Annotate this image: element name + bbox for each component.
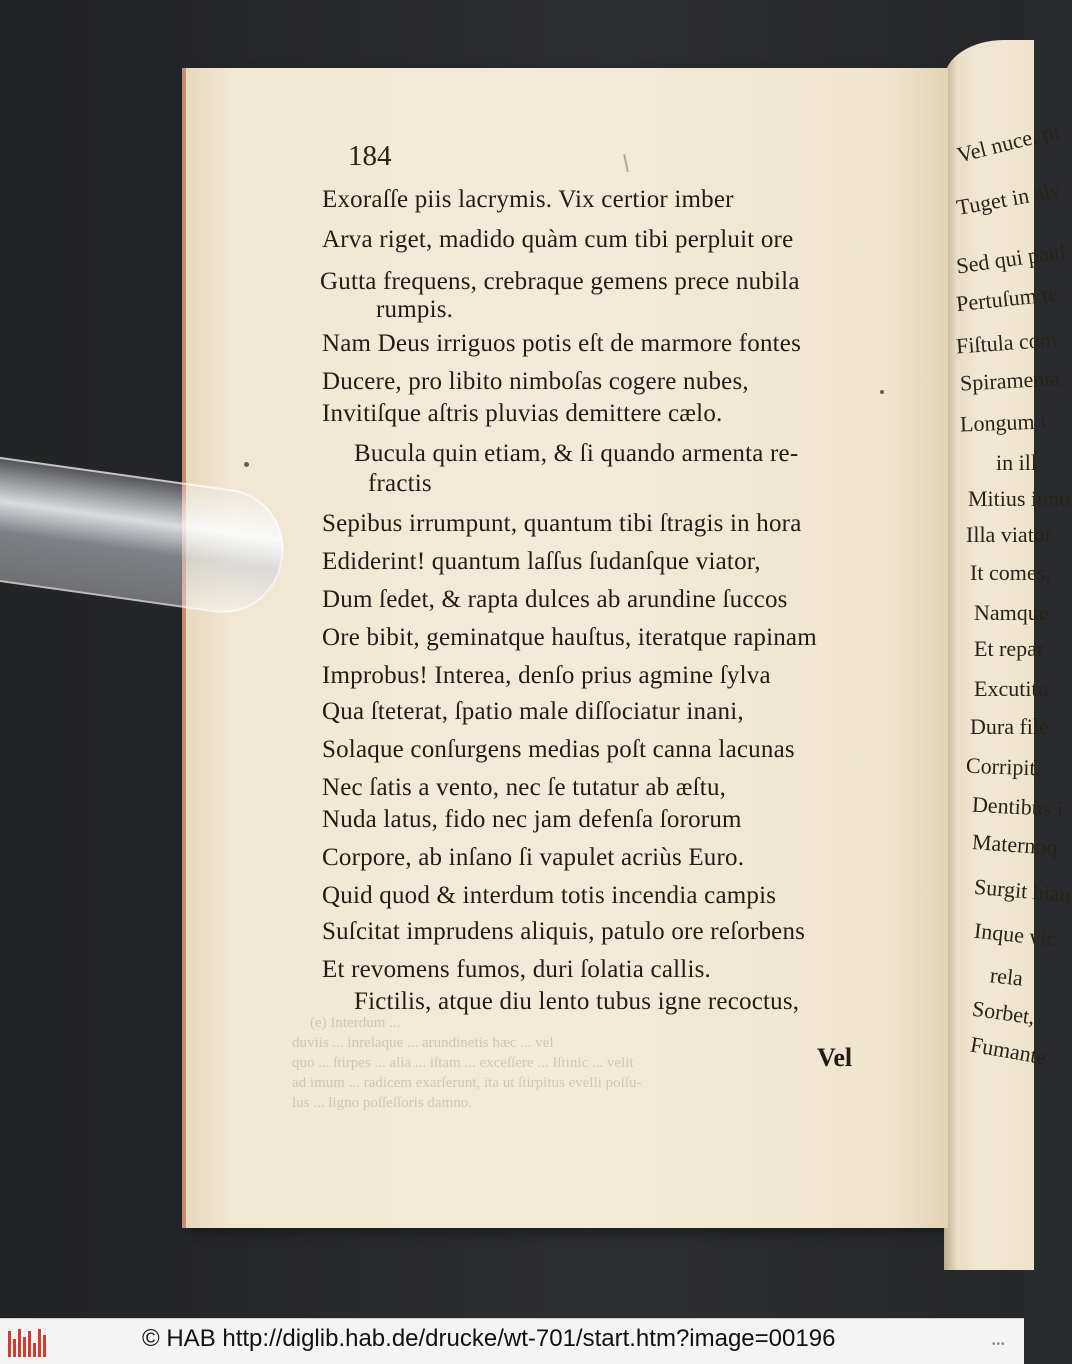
facing-page-line: Surgit hian xyxy=(973,873,1072,908)
verse-line: Quid quod & interdum totis incendia campis xyxy=(322,882,777,909)
verse-line: Nam Deus irriguos potis eſt de marmore fontes xyxy=(322,330,802,357)
facing-page-line: Mitius inno xyxy=(968,486,1071,511)
facing-page-line: Et repar xyxy=(974,636,1045,661)
facing-page-line: Maternoq xyxy=(971,829,1059,860)
facing-page-line: Sed qui paul xyxy=(954,238,1068,279)
facing-page-line: Inque vic xyxy=(972,917,1058,952)
facing-page-line: Vel nuce, pr xyxy=(954,117,1064,168)
footnote-line: duviis ... inrelaque ... arundinetis hæc ... vel xyxy=(292,1035,554,1051)
verse-line: Arva riget, madido quàm cum tibi perpluit ore xyxy=(322,226,794,253)
verse-line: Sepibus irrumpunt, quantum tibi ſtragis in hora xyxy=(322,510,802,537)
verse-line: Improbus! Interea, denſo prius agmine ſylva xyxy=(322,662,771,689)
verse-line: Nuda latus, fido nec jam defenſa ſororum xyxy=(322,806,742,833)
footnote-line: lus ... ligno poſſeſſoris damno. xyxy=(292,1095,472,1111)
hab-logo-icon xyxy=(8,1327,46,1357)
verse-line: Gutta frequens, crebraque gemens prece nubila xyxy=(320,268,800,295)
verse-line: Nec ſatis a vento, nec ſe tutatur ab æſtu, xyxy=(322,774,727,801)
verse-line: Fictilis, atque diu lento tubus igne recoctus, xyxy=(354,988,800,1015)
catchword: Vel xyxy=(817,1043,853,1072)
verse-line: fractis xyxy=(368,470,432,497)
facing-page-line: Illa viator xyxy=(966,522,1053,547)
facing-page-line: Sorbet, xyxy=(970,995,1037,1030)
facing-page xyxy=(944,40,1072,1270)
verse-line: Exoraſſe piis lacrymis. Vix certior imber xyxy=(322,186,734,213)
verse-line: Bucula quin etiam, & ſi quando armenta re- xyxy=(354,440,799,467)
verse-line: Qua ſteterat, ſpatio male diſſociatur inani, xyxy=(322,698,744,725)
facing-page-line: Corripit, xyxy=(965,752,1042,781)
verse-line: Solaque conſurgens medias poſt canna lacunas xyxy=(322,736,795,763)
ink-speck xyxy=(244,462,249,467)
facing-page-line: Tuget in alv xyxy=(954,177,1063,220)
facing-page-line: rela xyxy=(988,962,1025,991)
facing-page-line: Dentibus i xyxy=(971,791,1064,822)
facing-page-line: Longum i xyxy=(959,408,1047,437)
facing-page-line: Excutitu xyxy=(974,676,1049,701)
facing-page-line: Fiſtula com xyxy=(955,326,1058,359)
verse-line: Corpore, ab inſano ſi vapulet acriùs Euro. xyxy=(322,844,745,871)
copyright-link[interactable]: © HAB http://diglib.hab.de/drucke/wt-701/start.htm?image=00196 xyxy=(142,1325,836,1352)
footnote-line: ad imum ... radicem exarſerunt, ita ut ſtirpitus evelli poſſu- xyxy=(292,1075,642,1091)
verse-line: Ducere, pro libito nimboſas cogere nubes, xyxy=(322,368,749,395)
facing-page-line: Spiramenta xyxy=(959,365,1061,396)
verse-line: Dum ſedet, & rapta dulces ab arundine ſuccos xyxy=(322,586,788,613)
facing-page-line: Fumante xyxy=(968,1031,1049,1070)
footnote-line: quo ... ſtirpes ... alia ... iſtam ... exceſſere ... Iſtinic ... velit xyxy=(292,1055,634,1071)
verse-line: Et revomens fumos, duri ſolatia callis. xyxy=(322,956,711,983)
footer-bar xyxy=(0,1318,1024,1364)
verse-line: Ore bibit, geminatque hauſtus, iteratque rapinam xyxy=(322,624,817,651)
facing-page-line: Dura file xyxy=(970,714,1049,739)
facing-page-line: Pertuſum te xyxy=(954,280,1060,317)
facing-page-line: in ill xyxy=(996,450,1037,475)
verse-line: rumpis. xyxy=(376,296,454,323)
facing-page-line: Namque xyxy=(974,600,1049,625)
verse-line: Invitiſque aſtris pluvias demittere cælo. xyxy=(322,400,723,427)
verse-line: Suſcitat imprudens aliquis, patulo ore reſorbens xyxy=(322,918,806,945)
ink-speck xyxy=(880,390,884,394)
page-number: 184 xyxy=(348,140,392,172)
footnote-line: (e) Interdum ... xyxy=(310,1015,401,1031)
facing-page-line: It comes, xyxy=(970,560,1051,585)
verse-line: Ediderint! quantum laſſus ſudanſque viator, xyxy=(322,548,761,575)
more-icon[interactable]: ••• xyxy=(992,1339,1006,1350)
